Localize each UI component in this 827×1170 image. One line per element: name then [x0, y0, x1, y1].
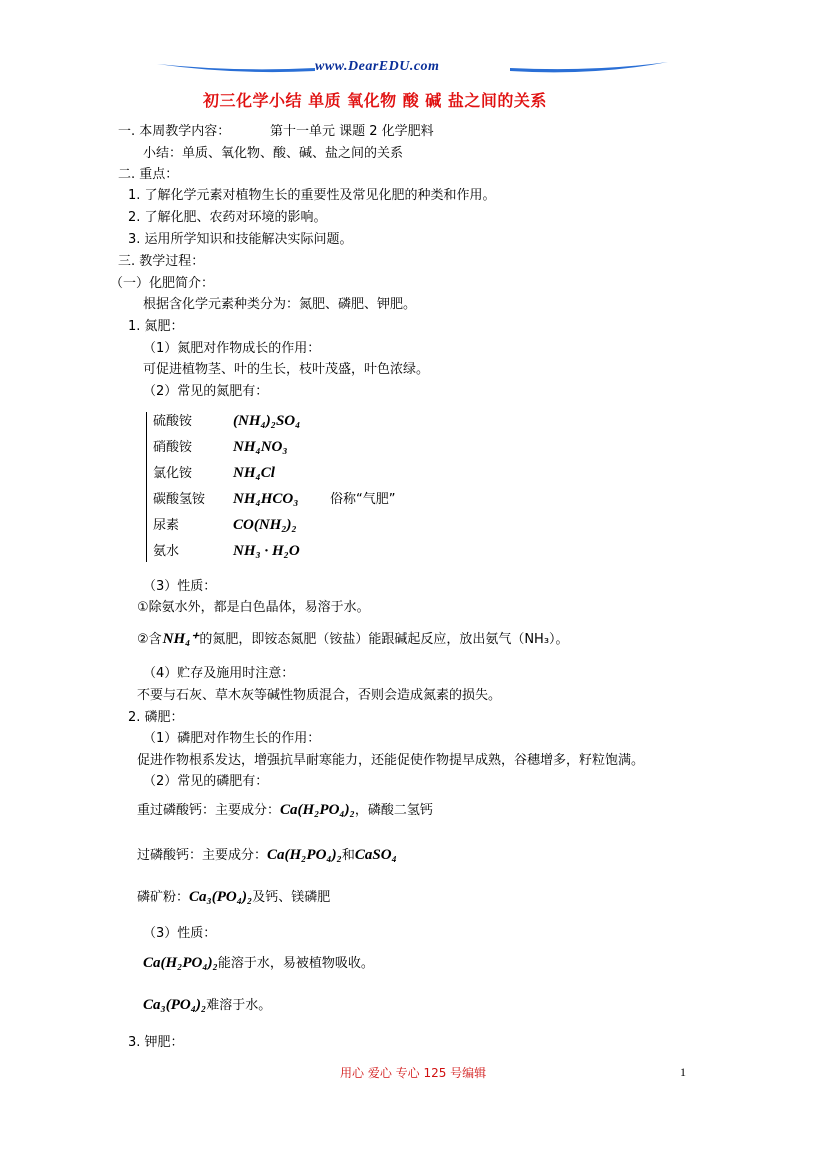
page-number: 1 [680, 1065, 686, 1079]
phosphate-2-and: 和 [341, 848, 355, 863]
potassium-heading: 3. 钾肥： [128, 1035, 184, 1050]
prop-1-formula: Ca(H₂PO₄)₂ [143, 955, 218, 971]
fertilizer-formula: NH₄HCO₃ [233, 491, 299, 507]
phosphate-1-formula: Ca(H₂PO₄)₂ [280, 802, 355, 818]
fertilizer-name: 硫酸铵 [153, 414, 193, 429]
phosphorus-role-answer: 促进作物根系发达，增强抗旱耐寒能力，还能促使作物提早成熟，谷穗增多，籽粒饱满。 [137, 753, 645, 768]
sec2-label: 二. 重点： [118, 167, 179, 182]
phosphorus-common-question: （2）常见的磷肥有： [143, 774, 269, 789]
fertilizer-name: 氨水 [153, 544, 180, 559]
sec2-item: 2. 了解化肥、农药对环境的影响。 [128, 210, 327, 225]
sec3-classify: 根据含化学元素种类分为：氮肥、磷肥、钾肥。 [143, 297, 417, 312]
nitrogen-heading: 1. 氮肥： [128, 319, 184, 334]
fertilizer-formula: NH₃ · H₂O [233, 543, 300, 559]
site-name[interactable]: www.DearEDU.com [315, 59, 440, 74]
phosphorus-prop-question: （3）性质： [143, 926, 217, 941]
phosphate-1-note: ，磷酸二氢钙 [354, 803, 433, 818]
prop-2-formula: Ca₃(PO₄)₂ [143, 997, 207, 1013]
sec2-item: 1. 了解化学元素对植物生长的重要性及常见化肥的种类和作用。 [128, 188, 496, 203]
prop2-prefix: ②含 [137, 632, 162, 647]
sec1-unit: 第十一单元 课题 2 化学肥料 [270, 124, 434, 139]
phosphate-2-label: 过磷酸钙：主要成分： [137, 848, 268, 863]
sec3-label: 三. 教学过程： [118, 254, 205, 269]
phosphate-2 [137, 847, 397, 864]
sec1-label: 一. 本周教学内容： [118, 124, 231, 139]
prop-1-text: 能溶于水，易被植物吸收。 [217, 956, 374, 971]
phosphorus-heading: 2. 磷肥： [128, 710, 184, 725]
nitrogen-prop-1: ①除氨水外，都是白色晶体，易溶于水。 [137, 600, 370, 615]
nitrogen-store-question: （4）贮存及施用时注意： [143, 666, 295, 681]
fertilizer-name: 硝酸铵 [153, 440, 193, 455]
phosphate-1 [137, 802, 433, 819]
sec2-item: 3. 运用所学知识和技能解决实际问题。 [128, 232, 353, 247]
phosphate-3-note: 及钙、镁磷肥 [252, 890, 331, 905]
prop2-suffix: 的氮肥，即铵态氮肥（铵盐）能跟碱起反应，放出氨气（NH₃）。 [199, 632, 569, 647]
phosphorus-role-question: （1）磷肥对作物生长的作用： [143, 731, 321, 746]
fertilizer-formula: CO(NH₂)₂ [233, 517, 297, 533]
fertilizer-nickname: 俗称“气肥” [330, 492, 396, 507]
phosphorus-prop-1 [143, 955, 374, 972]
phosphate-3-label: 磷矿粉： [137, 890, 190, 905]
phosphate-3 [137, 889, 330, 906]
phosphate-2-formula: Ca(H₂PO₄)₂ [267, 847, 342, 863]
fertilizer-name: 氯化铵 [153, 466, 193, 481]
phosphate-2-formula-b: CaSO₄ [354, 847, 397, 863]
nitrogen-prop-question: （3）性质： [143, 579, 217, 594]
nitrogen-common-question: （2）常见的氮肥有： [143, 384, 269, 399]
prop-2-text: 难溶于水。 [206, 998, 272, 1013]
sec1-summary: 小结：单质、氧化物、酸、碱、盐之间的关系 [143, 146, 404, 161]
fertilizer-formula: NH₄NO₃ [233, 439, 288, 455]
phosphate-3-formula: Ca₃(PO₄)₂ [189, 889, 253, 905]
list-brace [146, 412, 151, 562]
fertilizer-name: 碳酸氢铵 [153, 492, 206, 507]
fertilizer-formula: NH₄Cl [233, 465, 275, 481]
phosphorus-prop-2 [143, 997, 271, 1014]
footer-text: 用心 爱心 专心 125 号编辑 [340, 1066, 487, 1080]
nitrogen-store-answer: 不要与石灰、草木灰等碱性物质混合，否则会造成氮素的损失。 [137, 688, 502, 703]
nitrogen-role-question: （1）氮肥对作物成长的作用： [143, 341, 321, 356]
page-title: 初三化学小结 单质 氧化物 酸 碱 盐之间的关系 [203, 91, 547, 110]
nitrogen-prop-2 [137, 631, 569, 648]
sec3-part1: （一）化肥简介： [110, 276, 215, 291]
nitrogen-role-answer: 可促进植物茎、叶的生长，枝叶茂盛，叶色浓绿。 [143, 362, 430, 377]
phosphate-1-label: 重过磷酸钙：主要成分： [137, 803, 281, 818]
header-logo [155, 58, 670, 80]
ammonium-ion: NH₄⁺ [162, 631, 199, 647]
fertilizer-formula: (NH₄)₂SO₄ [233, 413, 301, 429]
fertilizer-name: 尿素 [153, 518, 180, 533]
